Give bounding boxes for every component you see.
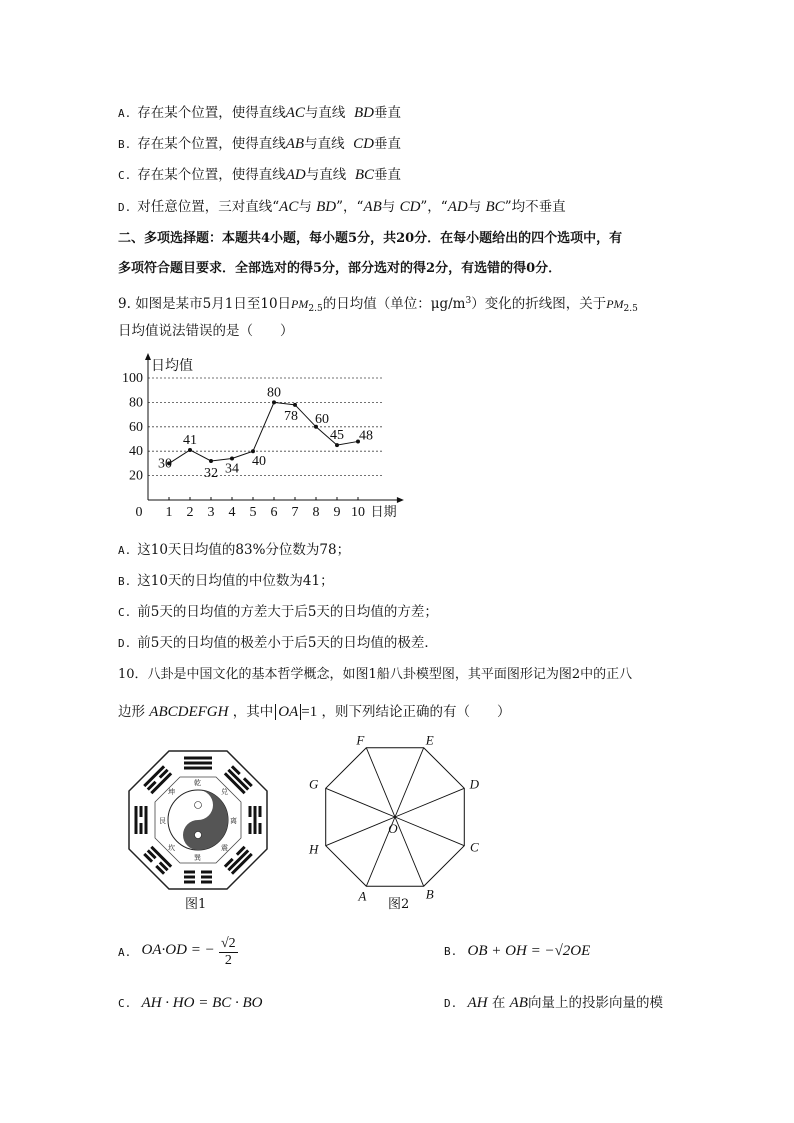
option-label: C. (118, 169, 132, 182)
data-point (209, 459, 213, 463)
vertex-label: B (425, 886, 434, 902)
option-text: 前5天的日均值的方差大于后5天的日均值的方差； (137, 604, 438, 620)
option-label: D. (118, 637, 132, 650)
data-label: 40 (252, 454, 266, 470)
x-tick-label: 3 (207, 505, 215, 520)
option-label: D. (444, 997, 458, 1010)
abs-value (275, 704, 301, 720)
option-text: ”均不垂直 (504, 199, 566, 215)
line-name: AC (279, 199, 299, 215)
option-text: 垂直 (374, 136, 402, 152)
vector-name: AB (509, 995, 528, 1011)
option-label: A. (118, 544, 132, 557)
y-tick-label: 80 (129, 395, 143, 411)
vertex-label: E (425, 732, 434, 748)
x-tick-label: 7 (291, 505, 299, 520)
data-point (293, 403, 297, 407)
stem-text: 的日均值（单位：μg/m (322, 296, 466, 312)
stem-text: ，则下列结论正确的有（ ） (321, 704, 511, 720)
option-text: 存在某个位置，使得直线 (137, 167, 286, 183)
stem-text: 如图是某市5月1日至10日 (135, 296, 292, 312)
q10-stem-line-1: 10．八卦是中国文化的基本哲学概念，如图1船八卦模型图，其平面图形记为图2中的正八 (118, 667, 633, 682)
pm-subscript: 2.5 (308, 304, 323, 314)
pm-subscript: 2.5 (623, 304, 638, 314)
option-text: 垂直 (374, 167, 402, 183)
data-label: 78 (284, 408, 298, 424)
y-axis-title: 日均值 (151, 358, 193, 374)
option-text: 存在某个位置，使得直线 (137, 136, 286, 152)
q9-option-a (118, 541, 350, 560)
fraction-denominator: 2 (224, 953, 232, 968)
stem-text: ）变化的折线图，关于 (471, 296, 607, 312)
option-text: 在 (491, 995, 506, 1011)
option-text: 存在某个位置，使得直线 (137, 105, 286, 121)
option-text: 垂直 (374, 105, 402, 121)
figure-2-caption: 图2 (388, 897, 410, 912)
line-name: BC (485, 199, 505, 215)
q9-stem-line-2: 日均值说法错误的是（ ） (118, 323, 294, 339)
trigram-name: 兑 (221, 788, 228, 796)
x-tick-label: 4 (228, 505, 236, 520)
data-point (188, 448, 192, 452)
q10-option-d (444, 994, 663, 1013)
line-name: AD (285, 167, 306, 183)
option-label: C. (118, 606, 132, 619)
q9-stem-line-1 (118, 292, 638, 318)
data-label: 30 (158, 456, 172, 472)
line-name: BD (316, 199, 337, 215)
data-label: 45 (330, 428, 344, 444)
x-axis-title: 日期 (370, 505, 397, 520)
section-heading-line-2: 多项符合题目要求．全部选对的得5分，部分选对的得2分，有选错的得0分． (118, 261, 562, 276)
equals-one: =1 (301, 704, 318, 720)
y-tick-label: 20 (129, 468, 143, 484)
option-label: B. (444, 945, 458, 958)
line-name: AC (285, 105, 305, 121)
option-text: 对任意位置，三对直线“ (137, 199, 280, 215)
option-label: A. (118, 946, 132, 959)
vector-name: OA (278, 704, 299, 720)
line-name: CD (399, 199, 421, 215)
y-tick-label: 40 (129, 444, 143, 460)
q10-option-a (118, 936, 238, 976)
q8-option-d (118, 198, 566, 217)
trigram-name: 乾 (194, 779, 201, 787)
trigram-name: 离 (230, 817, 237, 825)
data-label: 41 (183, 432, 197, 448)
q9-option-b (118, 572, 334, 591)
option-text: 与 (298, 199, 312, 215)
x-tick-label: 5 (249, 505, 257, 520)
fraction (219, 936, 238, 969)
line-name: BC (354, 167, 375, 183)
data-label: 48 (359, 428, 373, 444)
option-text: ”，“ (420, 199, 448, 215)
data-point (230, 457, 234, 461)
data-point (251, 449, 255, 453)
x-tick-label: 10 (351, 505, 365, 520)
trigram-name: 震 (221, 844, 228, 852)
origin-label: 0 (135, 505, 143, 520)
line-name: AD (447, 199, 468, 215)
stem-text: 边形 (118, 704, 145, 720)
option-text: 与 (381, 199, 396, 215)
option-text: 这10天日均值的83%分位数为78； (137, 542, 351, 558)
option-text: 与直线 (305, 167, 347, 183)
option-text: 与直线 (304, 105, 346, 121)
q9-option-c (118, 603, 438, 622)
vertex-label: H (309, 841, 319, 857)
line-name: AB (285, 136, 305, 152)
regular-octagon-figure (309, 732, 485, 904)
vertex-label: G (309, 776, 319, 792)
section-heading-line-1: 二、多项选择题：本题共4小题，每小题5分，共20分．在每小题给出的四个选项中，有 (118, 231, 623, 246)
option-expression: AH · HO = BC · BO (141, 995, 263, 1011)
q10-option-b (444, 942, 590, 961)
data-point (335, 443, 339, 447)
option-text: 与直线 (304, 136, 345, 152)
option-expression: OB + OH = −√2OE (467, 943, 591, 959)
option-expression: OA·OD = − (141, 942, 215, 958)
vertex-label: D (469, 776, 479, 792)
x-tick-label: 1 (165, 505, 173, 520)
figure-1-caption: 图1 (185, 897, 207, 912)
line-name: BD (354, 105, 375, 121)
trigram-name: 巽 (194, 854, 201, 862)
x-tick-label: 6 (270, 505, 278, 520)
center-label: O (388, 821, 398, 836)
data-label: 60 (315, 411, 329, 427)
option-text: 与 (467, 199, 482, 215)
option-label: A. (118, 107, 132, 120)
x-tick-label: 8 (312, 505, 320, 520)
line-name: CD (353, 136, 375, 152)
stem-text: ，其中 (232, 704, 274, 720)
option-text: ”，“ (336, 199, 364, 215)
data-label: 80 (267, 385, 281, 401)
q10-option-c (118, 994, 263, 1013)
x-tick-label: 9 (333, 505, 341, 520)
trigram-name: 坤 (168, 788, 175, 796)
data-label: 34 (225, 461, 239, 477)
vertex-label: C (469, 839, 479, 855)
daily-average-line-chart (118, 352, 408, 524)
x-tick-label: 2 (186, 505, 194, 520)
x-axis-arrow (397, 497, 404, 503)
option-text: 向量上的投影向量的模 (527, 995, 663, 1011)
q8-option-c (118, 166, 401, 185)
trigram-name: 坎 (168, 844, 175, 852)
vertex-label: F (356, 732, 365, 748)
q8-option-b (118, 135, 401, 154)
question-number: 9. (118, 296, 131, 312)
option-text: 这10天的日均值的中位数为41； (137, 573, 334, 589)
trigram-name: 艮 (159, 817, 166, 825)
option-label: B. (118, 575, 132, 588)
option-text: 前5天的日均值的极差小于后5天的日均值的极差． (137, 635, 438, 651)
y-tick-label: 60 (129, 419, 143, 435)
vertex-label: A (358, 888, 367, 904)
option-label: C. (118, 997, 132, 1010)
y-tick-label: 100 (122, 371, 143, 386)
option-label: B. (118, 138, 132, 151)
data-point (272, 400, 276, 404)
q9-option-d (118, 634, 438, 653)
q8-option-a (118, 104, 401, 123)
data-label: 32 (204, 465, 218, 481)
option-label: D. (118, 201, 132, 214)
q10-stem-line-2 (118, 703, 511, 721)
pm-label: PM (606, 297, 624, 311)
bagua-model-figure (128, 750, 268, 890)
fraction-numerator: √2 (221, 936, 236, 951)
yin-yang-icon (168, 790, 228, 850)
unit-superscript: 3 (465, 296, 472, 306)
polygon-name: ABCDEFGH (149, 704, 229, 720)
line-name: AB (363, 199, 382, 215)
pm-label: PM (291, 297, 309, 311)
vector-name: AH (467, 995, 488, 1011)
